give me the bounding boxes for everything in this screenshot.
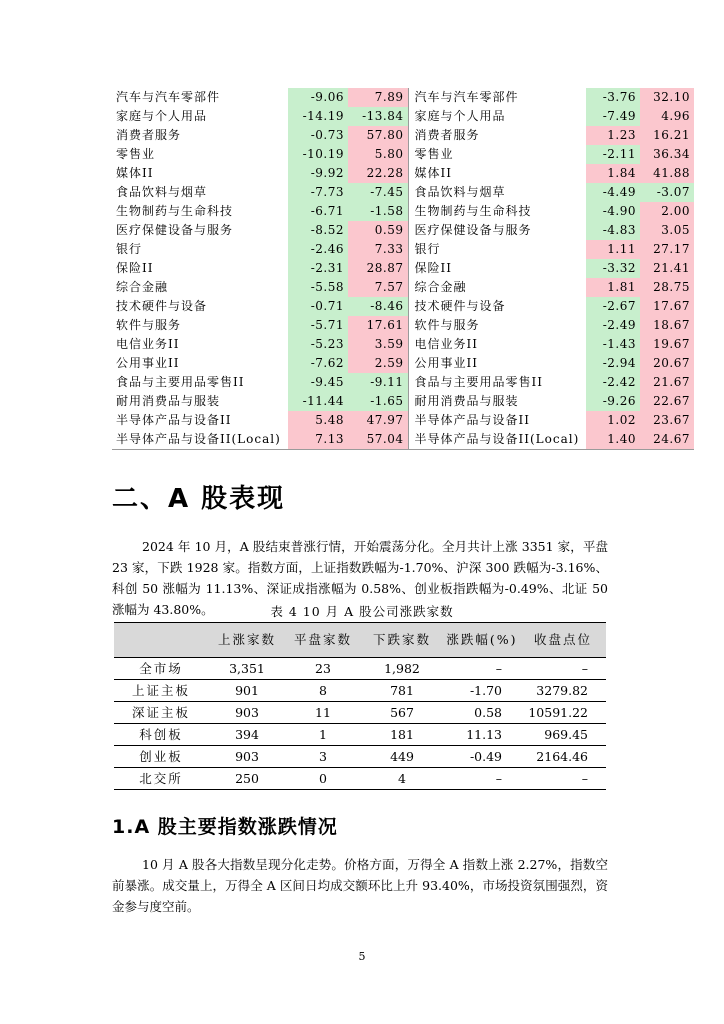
sector-name-cell: 零售业	[116, 147, 156, 161]
value-cell: 57.04	[348, 430, 408, 450]
board-name-cell: 全市场	[114, 658, 208, 680]
value-cell: 21.41	[640, 259, 694, 278]
value-cell: -5.23	[288, 335, 348, 354]
table-row	[114, 746, 606, 768]
value-cell: 1.84	[586, 164, 640, 183]
sector-row	[112, 278, 694, 297]
data-cell: 0	[286, 768, 360, 790]
value-cell: -9.06	[288, 88, 348, 107]
data-cell: 0.58	[444, 702, 520, 724]
value-cell: -9.26	[586, 392, 640, 411]
value-cell: -6.71	[288, 202, 348, 221]
sector-name-cell: 保险II	[408, 259, 586, 278]
value-cell: 28.87	[348, 259, 408, 278]
value-cell: -7.45	[348, 183, 408, 202]
value-cell: -11.44	[288, 392, 348, 411]
sector-name-cell: 消费者服务	[408, 126, 586, 145]
sector-name-cell: 耐用消费品与服装	[116, 394, 221, 408]
page-number: 5	[358, 950, 366, 963]
value-cell: 1.23	[586, 126, 640, 145]
table-row	[114, 724, 606, 746]
data-cell: 250	[208, 768, 286, 790]
header-cell: 下跌家数	[360, 623, 444, 658]
value-cell: -5.58	[288, 278, 348, 297]
value-cell: 36.34	[640, 145, 694, 164]
data-cell: 4	[360, 768, 444, 790]
value-cell: 2.00	[640, 202, 694, 221]
sector-name-cell: 半导体产品与设备II	[408, 411, 586, 430]
value-cell: -13.84	[348, 107, 408, 126]
sector-name-cell: 零售业	[408, 145, 586, 164]
value-cell: 1.40	[586, 430, 640, 450]
board-name-cell: 科创板	[114, 724, 208, 746]
sector-name-cell: 银行	[116, 242, 143, 256]
sector-name-cell: 生物制药与生命科技	[116, 204, 234, 218]
sector-name-cell: 媒体II	[408, 164, 586, 183]
sector-row	[112, 335, 694, 354]
value-cell: -1.43	[586, 335, 640, 354]
sector-name-cell: 保险II	[116, 261, 154, 275]
sector-name-cell: 食品与主要用品零售II	[116, 375, 245, 389]
data-cell: –	[444, 658, 520, 680]
section-heading: 二、A 股表现	[112, 484, 286, 514]
sector-row	[112, 297, 694, 316]
data-cell: 567	[360, 702, 444, 724]
value-cell: 16.21	[640, 126, 694, 145]
sector-name-cell: 半导体产品与设备II(Local)	[112, 430, 288, 450]
sector-name-cell: 医疗保健设备与服务	[116, 223, 234, 237]
sector-name-cell: 医疗保健设备与服务	[408, 221, 586, 240]
value-cell: -4.83	[586, 221, 640, 240]
sector-name-cell: 汽车与汽车零部件	[408, 88, 586, 107]
sector-name-cell: 生物制药与生命科技	[408, 202, 586, 221]
value-cell: 1.02	[586, 411, 640, 430]
value-cell: 1.11	[586, 240, 640, 259]
header-cell: 收盘点位	[520, 623, 606, 658]
value-cell: 17.61	[348, 316, 408, 335]
table-row	[114, 658, 606, 680]
value-cell: 7.89	[348, 88, 408, 107]
data-cell: –	[520, 658, 606, 680]
data-cell: 449	[360, 746, 444, 768]
value-cell: -2.94	[586, 354, 640, 373]
data-cell: -0.49	[444, 746, 520, 768]
sector-row	[112, 202, 694, 221]
sector-name-cell: 软件与服务	[116, 318, 182, 332]
a-share-count-table	[114, 622, 606, 790]
value-cell: -9.45	[288, 373, 348, 392]
value-cell: 22.67	[640, 392, 694, 411]
value-cell: -2.31	[288, 259, 348, 278]
sector-name-cell: 公用事业II	[116, 356, 180, 370]
a-share-table-body	[114, 658, 606, 790]
value-cell: -4.90	[586, 202, 640, 221]
sector-row	[112, 107, 694, 126]
value-cell: -3.07	[640, 183, 694, 202]
value-cell: -7.62	[288, 354, 348, 373]
sector-name-cell: 家庭与个人用品	[116, 109, 208, 123]
value-cell: 7.33	[348, 240, 408, 259]
value-cell: 2.59	[348, 354, 408, 373]
value-cell: 4.96	[640, 107, 694, 126]
board-name-cell: 上证主板	[114, 680, 208, 702]
value-cell: -1.65	[348, 392, 408, 411]
sector-name-cell: 综合金融	[408, 278, 586, 297]
sector-row	[112, 392, 694, 411]
value-cell: 3.59	[348, 335, 408, 354]
value-cell: 5.48	[288, 411, 348, 430]
sector-name-cell: 公用事业II	[408, 354, 586, 373]
value-cell: 5.80	[348, 145, 408, 164]
value-cell: 24.67	[640, 430, 694, 450]
value-cell: 3.05	[640, 221, 694, 240]
value-cell: 23.67	[640, 411, 694, 430]
sector-name-cell: 食品饮料与烟草	[116, 185, 208, 199]
value-cell: -3.76	[586, 88, 640, 107]
sector-name-cell: 消费者服务	[116, 128, 182, 142]
value-cell: 57.80	[348, 126, 408, 145]
value-cell: -8.52	[288, 221, 348, 240]
sector-name-cell: 技术硬件与设备	[408, 297, 586, 316]
sector-name-cell: 电信业务II	[116, 337, 180, 351]
data-cell: 1,982	[360, 658, 444, 680]
sector-table-body	[112, 88, 694, 450]
sector-name-cell: 汽车与汽车零部件	[116, 90, 221, 104]
data-cell: 2164.46	[520, 746, 606, 768]
data-cell: 10591.22	[520, 702, 606, 724]
value-cell: -3.32	[586, 259, 640, 278]
sector-name-cell: 电信业务II	[408, 335, 586, 354]
data-cell: 11.13	[444, 724, 520, 746]
data-cell: 1	[286, 724, 360, 746]
header-cell: 上涨家数	[208, 623, 286, 658]
value-cell: -2.46	[288, 240, 348, 259]
value-cell: 7.57	[348, 278, 408, 297]
sector-name-cell: 耐用消费品与服装	[408, 392, 586, 411]
value-cell: 1.81	[586, 278, 640, 297]
value-cell: -0.71	[288, 297, 348, 316]
table-header-row	[114, 623, 606, 658]
sector-name-cell: 半导体产品与设备II	[116, 413, 232, 427]
sector-row	[112, 430, 694, 450]
sector-row	[112, 164, 694, 183]
sector-row	[112, 411, 694, 430]
data-cell: 23	[286, 658, 360, 680]
table-row	[114, 702, 606, 724]
data-cell: –	[444, 768, 520, 790]
value-cell: -7.49	[586, 107, 640, 126]
board-name-cell: 北交所	[114, 768, 208, 790]
value-cell: -1.58	[348, 202, 408, 221]
data-cell: 11	[286, 702, 360, 724]
index-summary-paragraph: 10 月 A 股各大指数呈现分化走势。价格方面，万得全 A 指数上涨 2.27%，指数空前暴涨。成交量上，万得全 A 区间日均成交额环比上升 93.40%，市场投资氛围强烈，资金参与度空前。	[112, 857, 608, 914]
sector-row	[112, 126, 694, 145]
data-cell: 3,351	[208, 658, 286, 680]
value-cell: -2.11	[586, 145, 640, 164]
sector-row	[112, 259, 694, 278]
data-cell: 3279.82	[520, 680, 606, 702]
value-cell: 41.88	[640, 164, 694, 183]
value-cell: 0.59	[348, 221, 408, 240]
value-cell: 21.67	[640, 373, 694, 392]
value-cell: -7.73	[288, 183, 348, 202]
data-cell: 969.45	[520, 724, 606, 746]
value-cell: 7.13	[288, 430, 348, 450]
value-cell: -4.49	[586, 183, 640, 202]
sector-name-cell: 软件与服务	[408, 316, 586, 335]
data-cell: 181	[360, 724, 444, 746]
sector-name-cell: 食品饮料与烟草	[408, 183, 586, 202]
value-cell: -10.19	[288, 145, 348, 164]
data-cell: 781	[360, 680, 444, 702]
sector-row	[112, 221, 694, 240]
sector-row	[112, 183, 694, 202]
sector-row	[112, 145, 694, 164]
value-cell: -2.67	[586, 297, 640, 316]
board-name-cell: 深证主板	[114, 702, 208, 724]
sector-row	[112, 316, 694, 335]
header-cell	[114, 623, 208, 658]
sector-row	[112, 240, 694, 259]
value-cell: 17.67	[640, 297, 694, 316]
sector-name-cell: 媒体II	[116, 166, 154, 180]
value-cell: 27.17	[640, 240, 694, 259]
data-cell: 901	[208, 680, 286, 702]
data-cell: 903	[208, 702, 286, 724]
value-cell: 19.67	[640, 335, 694, 354]
subsection-heading: 1.A 股主要指数涨跌情况	[112, 816, 338, 838]
value-cell: 28.75	[640, 278, 694, 297]
board-name-cell: 创业板	[114, 746, 208, 768]
value-cell: -14.19	[288, 107, 348, 126]
data-cell: -1.70	[444, 680, 520, 702]
value-cell: 20.67	[640, 354, 694, 373]
data-cell: 903	[208, 746, 286, 768]
sector-row	[112, 88, 694, 107]
value-cell: 32.10	[640, 88, 694, 107]
data-cell: 3	[286, 746, 360, 768]
sector-name-cell: 家庭与个人用品	[408, 107, 586, 126]
table-caption: 表 4 10 月 A 股公司涨跌家数	[270, 604, 454, 619]
value-cell: -2.42	[586, 373, 640, 392]
sector-name-cell: 食品与主要用品零售II	[408, 373, 586, 392]
sector-row	[112, 354, 694, 373]
value-cell: 18.67	[640, 316, 694, 335]
value-cell: -5.71	[288, 316, 348, 335]
value-cell: -2.49	[586, 316, 640, 335]
market-summary-paragraph: 2024 年 10 月，A 股结束普涨行情，开始震荡分化。全月共计上涨 3351 家，平盘 23 家，下跌 1928 家。指数方面，上证指数跌幅为-1.70%、沪深 300 跌幅为-3.16%、科创 50 涨幅为 11.13%、深证成指涨幅为 0.58%、创业板指跌幅为-0.49%、北证 50 涨幅为 43.80%。	[112, 539, 608, 617]
header-cell: 涨跌幅(%)	[444, 623, 520, 658]
header-cell: 平盘家数	[286, 623, 360, 658]
value-cell: 47.97	[348, 411, 408, 430]
table-row	[114, 680, 606, 702]
value-cell: -9.11	[348, 373, 408, 392]
value-cell: -0.73	[288, 126, 348, 145]
sector-name-cell: 综合金融	[116, 280, 169, 294]
sector-name-cell: 技术硬件与设备	[116, 299, 208, 313]
data-cell: –	[520, 768, 606, 790]
sector-name-cell: 银行	[408, 240, 586, 259]
value-cell: 22.28	[348, 164, 408, 183]
sector-performance-table	[112, 88, 694, 450]
table-row	[114, 768, 606, 790]
data-cell: 8	[286, 680, 360, 702]
sector-name-cell: 半导体产品与设备II(Local)	[408, 430, 586, 450]
data-cell: 394	[208, 724, 286, 746]
value-cell: -9.92	[288, 164, 348, 183]
sector-row	[112, 373, 694, 392]
value-cell: -8.46	[348, 297, 408, 316]
